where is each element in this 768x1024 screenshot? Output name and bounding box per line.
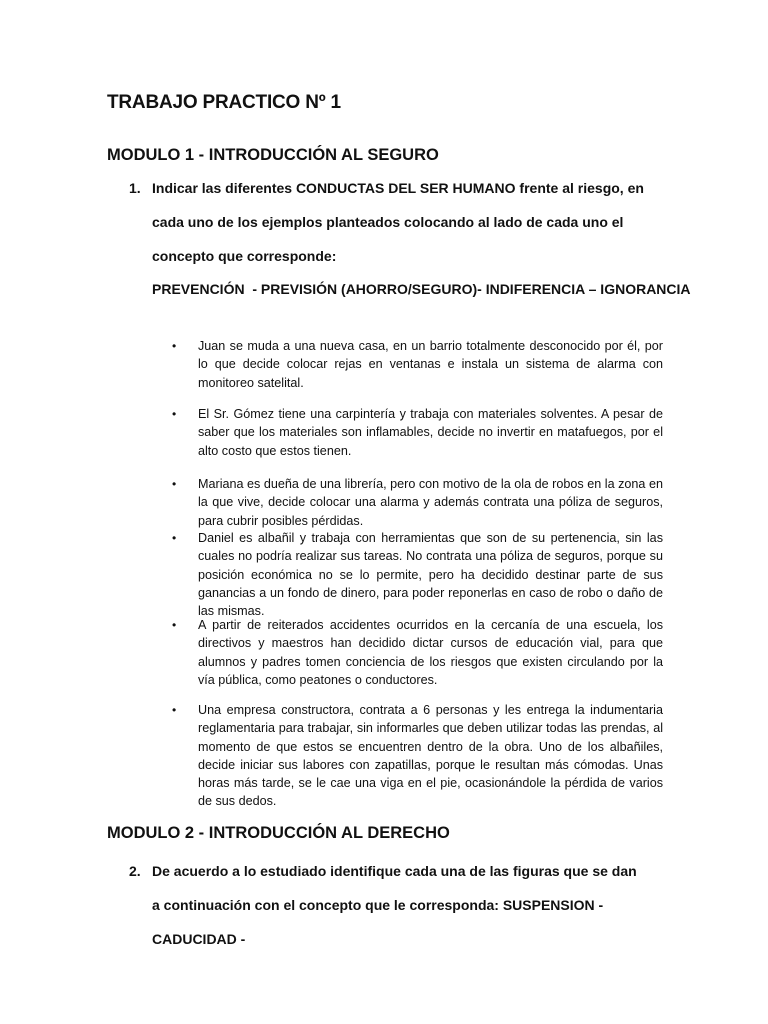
bullet-icon: • [172,477,177,491]
question-1-number: 1. [129,180,141,196]
question-2-number: 2. [129,863,141,879]
example-text: Daniel es albañil y trabaja con herramientas que son de su pertenencia, sin las cuales no podría realizar sus tareas. No contrata una póliza de seguros, porque su posición económica no se lo permite, pero ha decidido destinar parte de sus ganancias a un fondo de dinero, para poder reponerlas en caso de robo o daño de las mismas. [198,531,663,619]
example-text: Juan se muda a una nueva casa, en un barrio totalmente desconocido por él, por lo que decide colocar rejas en ventanas e instala un sistema de alarma con monitoreo satelital. [198,339,663,390]
example-text: Mariana es dueña de una librería, pero con motivo de la ola de robos en la zona en la que vive, decide colocar una alarma y además contrata una póliza de seguros, para cubrir posibles pérdidas. [198,477,663,528]
bullet-icon: • [172,618,177,632]
module-2-heading: MODULO 2 - INTRODUCCIÓN AL DERECHO [107,824,450,842]
module-1-heading: MODULO 1 - INTRODUCCIÓN AL SEGURO [107,146,439,164]
question-1-text: Indicar las diferentes CONDUCTAS DEL SER HUMANO frente al riesgo, en cada uno de los ejemplos planteados colocando al lado de cada uno el concepto que corresponde: [152,180,644,264]
example-text: Una empresa constructora, contrata a 6 personas y les entrega la indumentaria reglamentaria para trabajar, sin informarles que deben utilizar todas las prendas, al momento de que estos se encuentren dentro de la obra. Uno de los albañiles, decide iniciar sus labores con zapatillas, porque le resultan más cómodas. Unas horas más tarde, se le cae una viga en el pie, ocasionándole la pérdida de varios de sus dedos. [198,703,663,809]
example-text: A partir de reiterados accidentes ocurridos en la cercanía de una escuela, los directivos y maestros han decidido dictar cursos de educación vial, para que alumnos y padres tomen conciencia de los riesgos que existen circulando por la vía pública, como peatones o conductores. [198,618,663,687]
question-1-options: PREVENCIÓN - PREVISIÓN (AHORRO/SEGURO)- INDIFERENCIA – IGNORANCIA [152,281,691,297]
example-text: El Sr. Gómez tiene una carpintería y trabaja con materiales solventes. A pesar de saber que los materiales son inflamables, decide no invertir en matafuegos, por el alto costo que estos tienen. [198,407,663,458]
bullet-icon: • [172,407,177,421]
bullet-icon: • [172,531,177,545]
question-2-text: De acuerdo a lo estudiado identifique cada una de las figuras que se dan a continuación con el concepto que le corresponda: SUSPENSION - CADUCIDAD - [152,863,637,947]
bullet-icon: • [172,339,177,353]
bullet-icon: • [172,703,177,717]
document-title: TRABAJO PRACTICO Nº 1 [107,92,341,113]
